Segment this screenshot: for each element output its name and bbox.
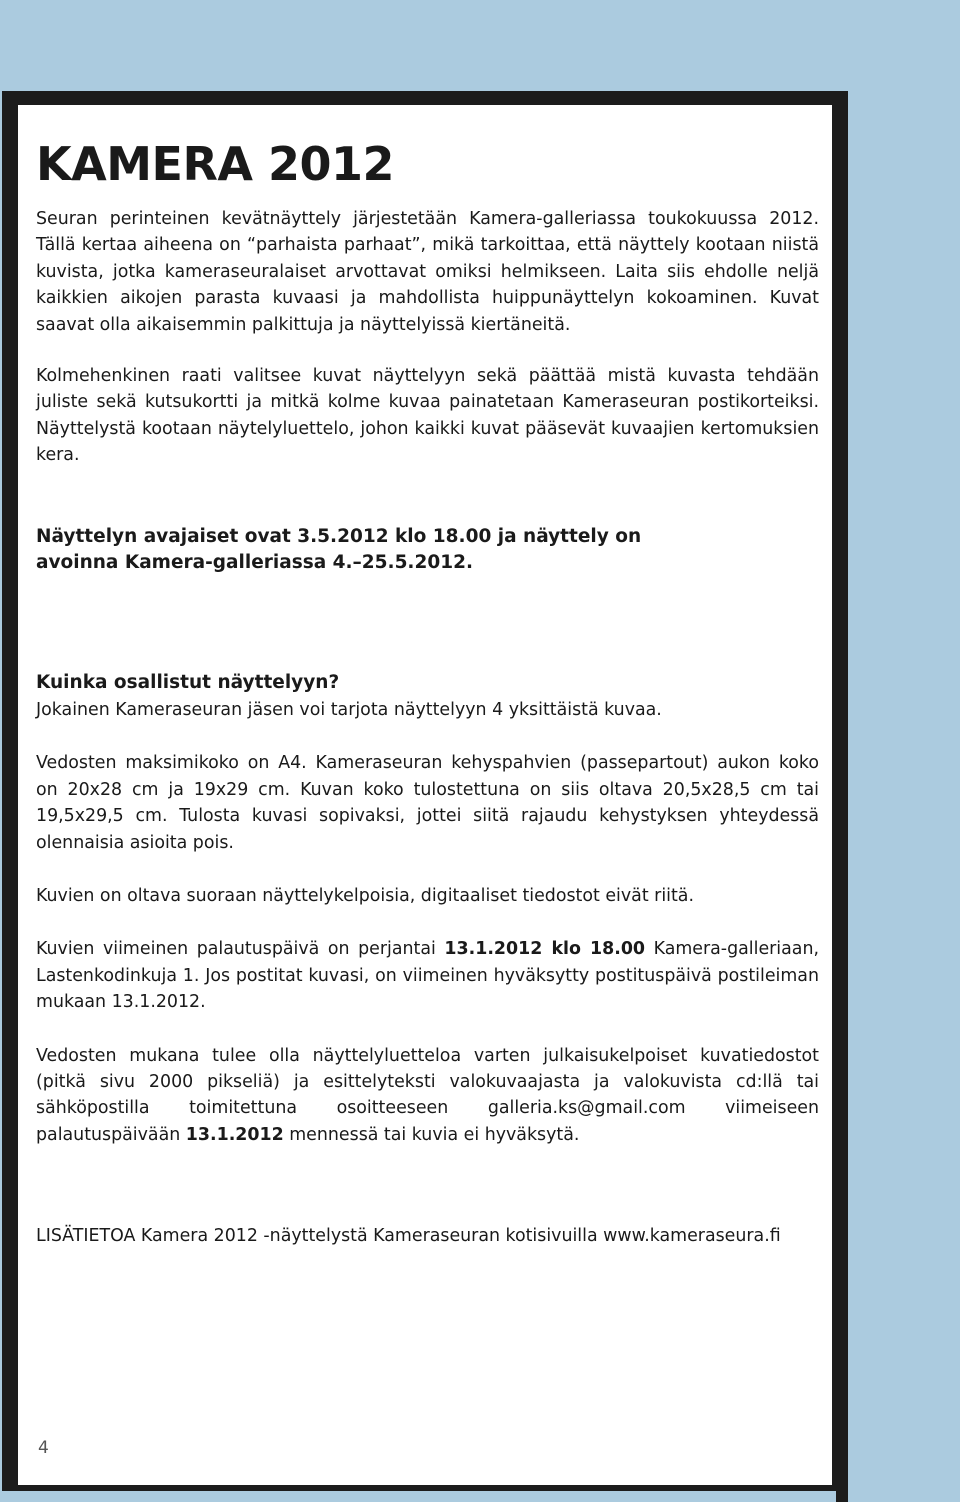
- participation-heading: Kuinka osallistut näyttelyyn?: [36, 672, 340, 694]
- deadline-text-after: Kamera-galleriaan, Lastenkodinkuja 1. Jos postitat kuvasi, on viimeinen hyväksytty postituspäivä postileiman mukaan 13.1.2012.: [36, 939, 819, 1013]
- files-text-after: mennessä tai kuvia ei hyväksytä.: [283, 1124, 580, 1145]
- more-info-line: LISÄTIETOA Kamera 2012 -näyttelystä Kameraseuran kotisivuilla www.kameraseura.fi: [36, 1226, 781, 1247]
- jury-paragraph: Kolmehenkinen raati valitsee kuvat näyttelyyn sekä päättää mistä kuvasta tehdään juliste sekä kutsukortti ja mitkä kolme kuvaa painatetaan Kameraseuran postikorteiksi. Näyttelystä kootaan näytelyluettelo, johon kaikki kuvat pääsevät kuvaajien kertomuksien kera.: [36, 366, 819, 466]
- size-paragraph: Vedosten maksimikoko on A4. Kameraseuran kehyspahvien (passepartout) aukon koko on 20x28 cm ja 19x29 cm. Kuvan koko tulostettuna on siis oltava 20,5x28,5 cm tai 19,5x29,5 cm. Tulosta kuvasi sopivaksi, jottei siitä rajaudu kehystyksen yhteydessä olennaisia asioita pois.: [36, 753, 819, 853]
- files-text-before: Vedosten mukana tulee olla näyttelyluetteloa varten julkaisukelpoiset kuvatiedostot (pitkä sivu 2000 pikseliä) ja esittelyteksti valokuvaajasta ja valokuvista cd:llä tai sähköpostilla toimitettuna osoitteeseen galleria.ks@gmail.com viimeiseen palautuspäivään: [36, 1045, 819, 1145]
- participation-section: [36, 670, 819, 723]
- deadline-date: 13.1.2012 klo 18.00: [444, 939, 646, 960]
- participation-text: Jokainen Kameraseuran jäsen voi tarjota näyttelyyn 4 yksittäistä kuvaa.: [36, 699, 662, 720]
- document-content: [36, 136, 819, 1250]
- files-paragraph: [36, 1043, 819, 1149]
- intro-paragraph: Seuran perinteinen kevätnäyttely järjestetään Kamera-galleriassa toukokuussa 2012. Tällä kertaa aiheena on “parhaista parhaat”, mikä tarkoittaa, että näyttely kootaan niistä kuvista, jotka kameraseuralaiset arvottavat omiksi helmikseen. Laita siis ehdolle neljä kaikkien aikojen parasta kuvaasi ja mahdollista huippunäyttelyn kokoaminen. Kuvat saavat olla aikaisemmin palkittuja ja näyttelyissä kiertäneitä.: [36, 209, 819, 335]
- opening-line-2: avoinna Kamera-galleriassa 4.–25.5.2012.: [36, 552, 473, 574]
- frame-shadow: [836, 91, 848, 1502]
- ready-paragraph: Kuvien on oltava suoraan näyttelykelpoisia, digitaaliset tiedostot eivät riitä.: [36, 885, 694, 906]
- opening-line-1: Näyttelyn avajaiset ovat 3.5.2012 klo 18.00 ja näyttely on: [36, 525, 642, 547]
- deadline-text-before: Kuvien viimeinen palautuspäivä on perjantai: [36, 939, 445, 960]
- opening-notice: [36, 524, 819, 577]
- page-title: KAMERA 2012: [36, 137, 395, 191]
- files-date: 13.1.2012: [185, 1124, 284, 1145]
- deadline-paragraph: [36, 936, 819, 1015]
- page-number: 4: [38, 1438, 49, 1458]
